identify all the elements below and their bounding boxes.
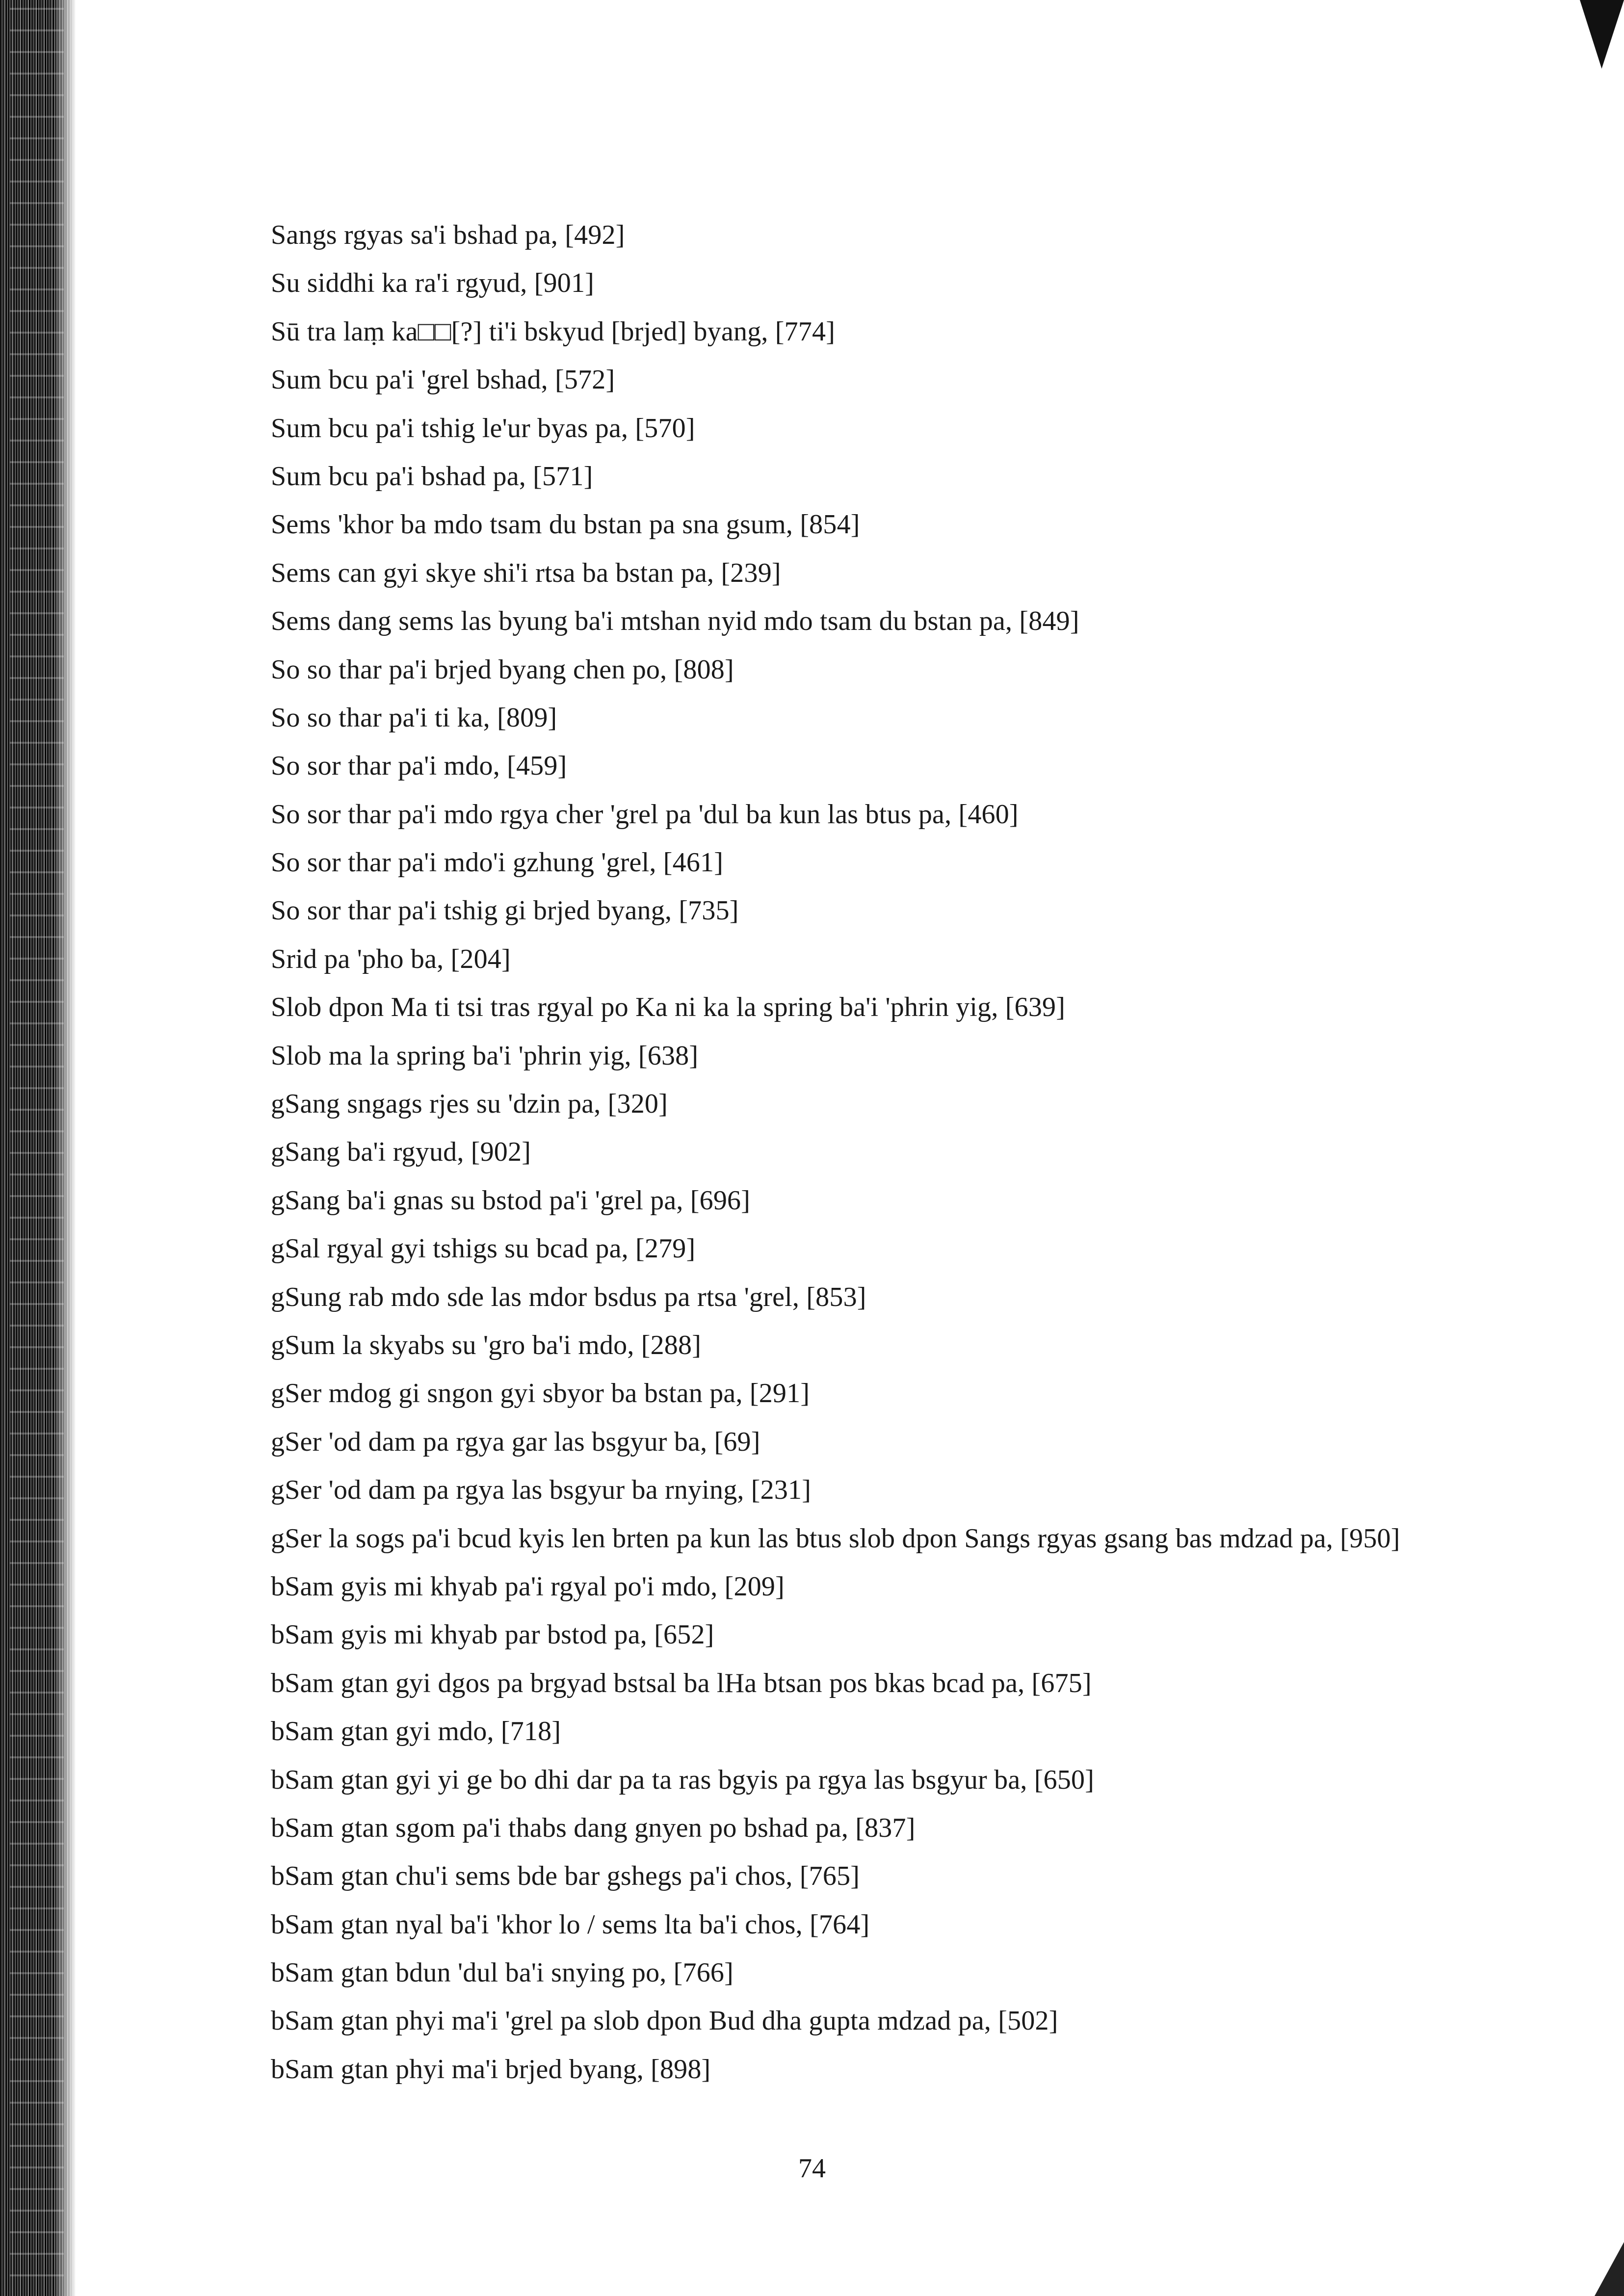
index-entry: gSang sngags rjes su 'dzin pa, [320] [271,1089,668,1120]
index-entry: Slob dpon Ma ti tsi tras rgyal po Ka ni ka la spring ba'i 'phrin yig, [639] [271,992,1066,1023]
index-entry: Sū tra laṃ ka□□[?] ti'i bskyud [brjed] byang, [774] [271,316,836,347]
index-entry: So so thar pa'i ti ka, [809] [271,702,557,733]
index-entry: Sum bcu pa'i tshig le'ur byas pa, [570] [271,413,695,444]
index-entry: Sum bcu pa'i 'grel bshad, [572] [271,365,615,395]
index-entry: Sum bcu pa'i bshad pa, [571] [271,461,593,492]
index-entry: Sems 'khor ba mdo tsam du bstan pa sna gsum, [854] [271,509,860,540]
index-entry: Srid pa 'pho ba, [204] [271,943,511,974]
index-entry: So so thar pa'i brjed byang chen po, [808] [271,654,734,685]
index-entry: bSam gyis mi khyab par bstod pa, [652] [271,1619,714,1650]
scan-corner-mark [1595,2242,1624,2296]
index-entry: Sems dang sems las byung ba'i mtshan nyid mdo tsam du bstan pa, [849] [271,606,1079,637]
index-entry: bSam gtan sgom pa'i thabs dang gnyen po bshad pa, [837] [271,1812,916,1843]
index-entry: bSam gtan phyi ma'i 'grel pa slob dpon Bud dha gupta mdzad pa, [502] [271,2006,1058,2036]
index-entry: bSam gtan nyal ba'i 'khor lo / sems lta ba'i chos, [764] [271,1909,870,1940]
index-entry: So sor thar pa'i tshig gi brjed byang, [735] [271,895,739,926]
index-entry: Sangs rgyas sa'i bshad pa, [492] [271,220,625,250]
index-entry: gSer 'od dam pa rgya gar las bsgyur ba, [69] [271,1426,760,1457]
index-entry: bSam gtan gyi dgos pa brgyad bstsal ba lHa btsan pos bkas bcad pa, [675] [271,1668,1092,1698]
index-entry: gSer 'od dam pa rgya las bsgyur ba rnying, [231] [271,1475,812,1506]
index-entry: gSum la skyabs su 'gro ba'i mdo, [288] [271,1330,702,1360]
index-entry: Sems can gyi skye shi'i rtsa ba bstan pa, [239] [271,557,781,588]
index-entry: gSung rab mdo sde las mdor bsdus pa rtsa 'grel, [853] [271,1281,866,1312]
index-entry: So sor thar pa'i mdo'i gzhung 'grel, [461] [271,847,724,878]
index-entry: gSal rgyal gyi tshigs su bcad pa, [279] [271,1233,696,1264]
index-entry: bSam gtan gyi mdo, [718] [271,1716,561,1747]
index-entry: Slob ma la spring ba'i 'phrin yig, [638] [271,1040,699,1071]
index-entry: bSam gtan phyi ma'i brjed byang, [898] [271,2054,711,2085]
index-entry: So sor thar pa'i mdo rgya cher 'grel pa 'dul ba kun las btus pa, [460] [271,799,1019,830]
scan-binding-edge [0,0,76,2296]
scan-corner-mark [1558,0,1624,69]
index-entry: bSam gyis mi khyab pa'i rgyal po'i mdo, [209] [271,1571,785,1602]
index-entry: So sor thar pa'i mdo, [459] [271,751,567,782]
index-entry: gSang ba'i gnas su bstod pa'i 'grel pa, [696] [271,1185,751,1216]
index-entry-list [271,211,1546,2093]
index-entry: bSam gtan chu'i sems bde bar gshegs pa'i chos, [765] [271,1861,860,1892]
index-entry: bSam gtan bdun 'dul ba'i snying po, [766] [271,1957,733,1988]
index-entry: Su siddhi ka ra'i rgyud, [901] [271,268,594,299]
index-entry: gSer mdog gi sngon gyi sbyor ba bstan pa, [291] [271,1378,810,1409]
page-number: 74 [798,2153,826,2184]
index-entry: bSam gtan gyi yi ge bo dhi dar pa ta ras bgyis pa rgya las bsgyur ba, [650] [271,1764,1095,1795]
index-entry: gSer la sogs pa'i bcud kyis len brten pa kun las btus slob dpon Sangs rgyas gsang bas mdzad pa, [950] [271,1523,1400,1554]
index-entry: gSang ba'i rgyud, [902] [271,1137,531,1168]
